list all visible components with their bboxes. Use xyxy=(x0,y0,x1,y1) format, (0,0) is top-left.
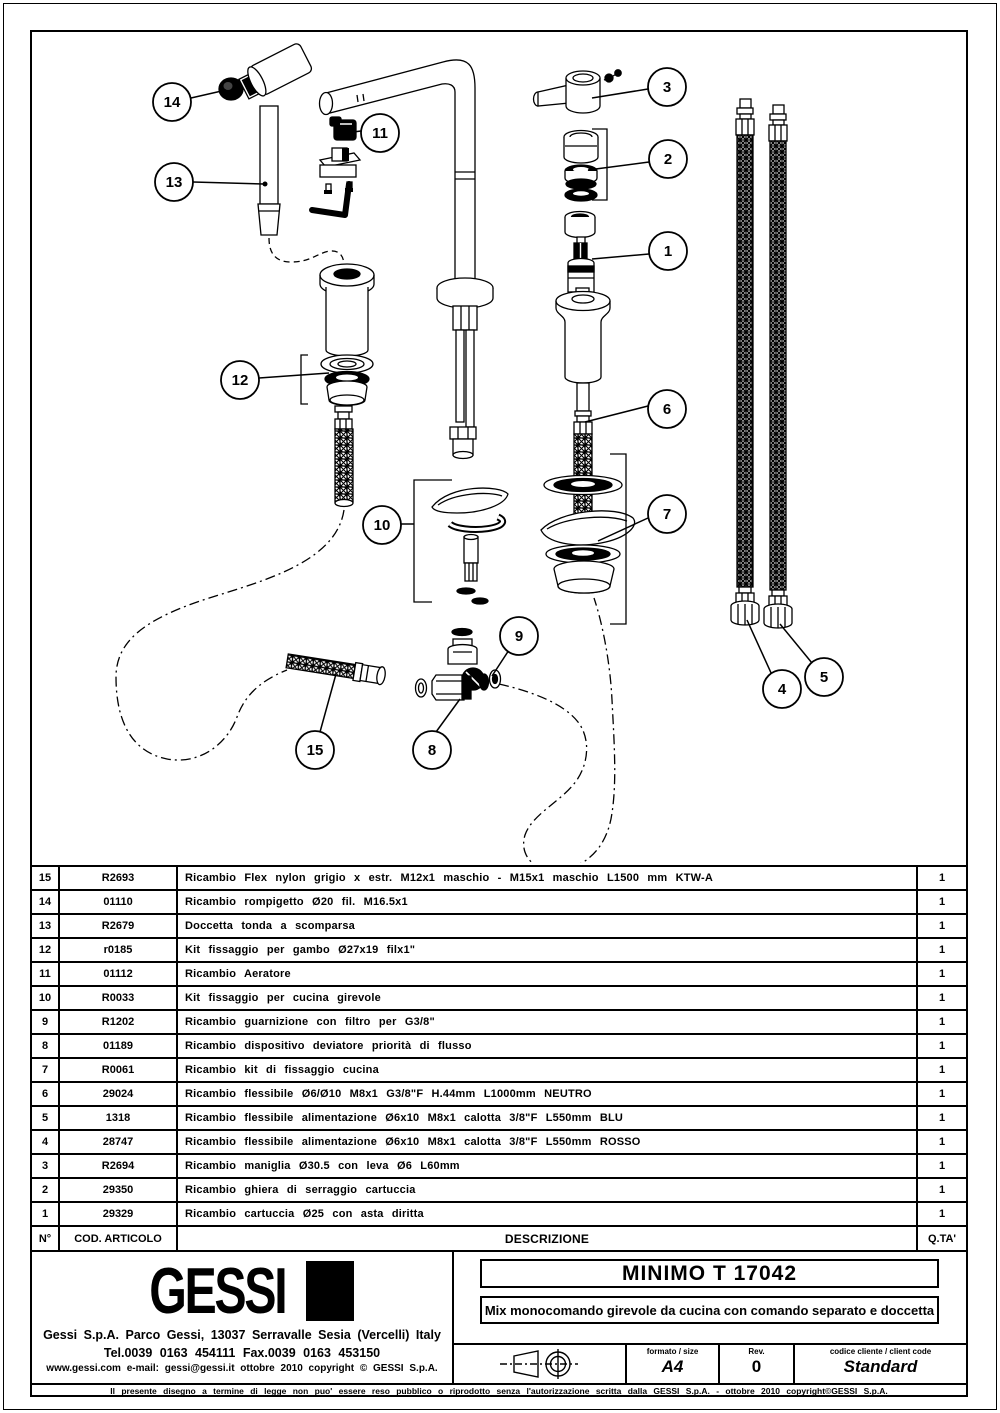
cell-num: 1 xyxy=(32,1203,60,1225)
drawing-meta-row xyxy=(454,1343,966,1383)
cell-desc: Kit fissaggio per cucina girevole xyxy=(178,987,918,1009)
company-address: Gessi S.p.A. Parco Gessi, 13037 Serravalle Sesia (Vercelli) Italy xyxy=(43,1328,441,1342)
formato-label: formato / size xyxy=(646,1347,699,1356)
cell-desc: Ricambio ghiera di serraggio cartuccia xyxy=(178,1179,918,1201)
cell-code: R2679 xyxy=(60,915,178,937)
callout-3 xyxy=(648,68,686,106)
table-row xyxy=(32,1059,966,1083)
legal-footer: Il presente disegno a termine di legge non puo' essere reso pubblico o riprodotto senza l'autorizzazione scritta dalla GESSI S.p.A. - ottobre 2010 copyright©GESSI S.p.A. xyxy=(32,1383,966,1397)
model-description: Mix monocomando girevole da cucina con comando separato e doccetta xyxy=(480,1296,939,1324)
company-block xyxy=(32,1250,452,1383)
cell-desc: Ricambio kit di fissaggio cucina xyxy=(178,1059,918,1081)
cell-code: 01110 xyxy=(60,891,178,913)
hose-path-left xyxy=(116,510,344,760)
exploded-diagram xyxy=(32,32,966,863)
svg-text:1: 1 xyxy=(663,243,673,260)
part-clamp xyxy=(320,148,360,194)
cell-code: R1202 xyxy=(60,1011,178,1033)
cell-code: R2694 xyxy=(60,1155,178,1177)
part-flex-hose xyxy=(286,652,387,685)
table-row xyxy=(32,1011,966,1035)
table-row xyxy=(32,1155,966,1179)
cell-desc: Ricambio Aeratore xyxy=(178,963,918,985)
cell-num: 12 xyxy=(32,939,60,961)
client-code-label: codice cliente / client code xyxy=(829,1347,932,1356)
cell-desc: Ricambio guarnizione con filtro per G3/8" xyxy=(178,1011,918,1033)
callout-7 xyxy=(648,495,686,533)
svg-text:7: 7 xyxy=(662,506,672,523)
cell-desc: Ricambio Flex nylon grigio x estr. M12x1 maschio - M15x1 maschio L1500 mm KTW-A xyxy=(178,867,918,889)
svg-text:5: 5 xyxy=(819,669,829,686)
svg-text:13: 13 xyxy=(165,174,183,191)
part-cartuccia xyxy=(565,212,595,297)
cell-qty: 1 xyxy=(938,1136,946,1148)
svg-text:3: 3 xyxy=(662,79,672,96)
svg-text:9: 9 xyxy=(514,628,524,645)
table-row xyxy=(32,1035,966,1059)
svg-text:2: 2 xyxy=(663,151,673,168)
cell-desc: Ricambio maniglia Ø30.5 con leva Ø6 L60mm xyxy=(178,1155,918,1177)
cell-qty: 1 xyxy=(938,1040,946,1052)
cell-qty: 1 xyxy=(938,920,946,932)
cell-qty: 1 xyxy=(938,1064,946,1076)
cell-desc: Kit fissaggio per gambo Ø27x19 filx1" xyxy=(178,939,918,961)
formato-cell xyxy=(627,1345,720,1383)
header-qty: Q.TA' xyxy=(927,1232,957,1245)
cell-code: 29329 xyxy=(60,1203,178,1225)
cell-qty: 1 xyxy=(938,968,946,980)
svg-text:4: 4 xyxy=(777,681,787,698)
table-row xyxy=(32,1131,966,1155)
parts-table-body xyxy=(32,867,966,1227)
table-row xyxy=(32,1107,966,1131)
cell-num: 3 xyxy=(32,1155,60,1177)
cell-qty: 1 xyxy=(938,896,946,908)
cell-qty: 1 xyxy=(938,1184,946,1196)
client-code-cell xyxy=(795,1345,966,1383)
cell-qty: 1 xyxy=(938,872,946,884)
cell-num: 4 xyxy=(32,1131,60,1153)
part-gambo xyxy=(320,264,374,356)
table-row xyxy=(32,891,966,915)
svg-text:8: 8 xyxy=(427,742,437,759)
cell-desc: Ricambio rompigetto Ø20 fil. M16.5x1 xyxy=(178,891,918,913)
client-code-value: Standard xyxy=(843,1357,918,1376)
callout-2 xyxy=(649,140,687,178)
part-doccetta xyxy=(219,42,344,266)
gessi-logo-text: GESSI xyxy=(148,1254,286,1328)
part-hose-rosso xyxy=(731,99,759,625)
table-row xyxy=(32,987,966,1011)
cell-desc: Ricambio dispositivo deviatore priorità di flusso xyxy=(178,1035,918,1057)
cell-num: 13 xyxy=(32,915,60,937)
company-phone: Tel.0039 0163 454111 Fax.0039 0163 453150 xyxy=(103,1346,381,1360)
company-web: www.gessi.com e-mail: gessi@gessi.it ottobre 2010 copyright © GESSI S.p.A. xyxy=(46,1363,438,1374)
cell-num: 10 xyxy=(32,987,60,1009)
cell-code: R0033 xyxy=(60,987,178,1009)
cell-num: 7 xyxy=(32,1059,60,1081)
parts-table xyxy=(32,865,966,1252)
cell-num: 2 xyxy=(32,1179,60,1201)
table-row xyxy=(32,963,966,987)
svg-text:12: 12 xyxy=(231,372,249,389)
cell-desc: Ricambio cartuccia Ø25 con asta diritta xyxy=(178,1203,918,1225)
cell-code: R0061 xyxy=(60,1059,178,1081)
callout-11 xyxy=(361,114,399,152)
cell-num: 5 xyxy=(32,1107,60,1129)
table-row xyxy=(32,1083,966,1107)
cell-qty: 1 xyxy=(938,1160,946,1172)
gessi-logo-square xyxy=(306,1261,354,1321)
cell-code: R2693 xyxy=(60,867,178,889)
callout-15 xyxy=(296,731,334,769)
cell-qty: 1 xyxy=(938,1112,946,1124)
cell-qty: 1 xyxy=(938,944,946,956)
header-desc: DESCRIZIONE xyxy=(178,1227,918,1250)
svg-text:10: 10 xyxy=(373,517,391,534)
cell-code: 29350 xyxy=(60,1179,178,1201)
svg-text:15: 15 xyxy=(306,742,324,759)
cell-code: 01189 xyxy=(60,1035,178,1057)
cell-num: 15 xyxy=(32,867,60,889)
callout-8 xyxy=(413,731,451,769)
table-row xyxy=(32,1203,966,1227)
cell-desc: Ricambio flessibile alimentazione Ø6x10 M8x1 calotta 3/8"F L550mm BLU xyxy=(178,1107,918,1129)
callout-6 xyxy=(648,390,686,428)
svg-text:14: 14 xyxy=(163,94,181,111)
part-maniglia xyxy=(534,70,622,113)
cell-qty: 1 xyxy=(938,1016,946,1028)
cell-code: 29024 xyxy=(60,1083,178,1105)
rev-label: Rev. xyxy=(748,1347,765,1356)
rev-value: 0 xyxy=(751,1357,762,1376)
parts-table-header xyxy=(32,1227,966,1252)
part-aerator xyxy=(330,117,356,140)
callout-1 xyxy=(649,232,687,270)
cell-num: 14 xyxy=(32,891,60,913)
cell-code: 01112 xyxy=(60,963,178,985)
part-kit-cucina-10 xyxy=(414,480,508,604)
callout-14 xyxy=(153,83,191,121)
cell-code: 28747 xyxy=(60,1131,178,1153)
cell-qty: 1 xyxy=(938,1088,946,1100)
cell-num: 6 xyxy=(32,1083,60,1105)
svg-text:11: 11 xyxy=(372,125,388,142)
callout-4 xyxy=(763,670,801,708)
formato-value: A4 xyxy=(661,1357,684,1376)
table-row xyxy=(32,867,966,891)
svg-text:6: 6 xyxy=(662,401,672,418)
part-body xyxy=(556,288,610,383)
cell-code: r0185 xyxy=(60,939,178,961)
cell-qty: 1 xyxy=(938,992,946,1004)
part-kit-cucina-7 xyxy=(541,454,635,624)
cell-desc: Doccetta tonda a scomparsa xyxy=(178,915,918,937)
cell-desc: Ricambio flessibile alimentazione Ø6x10 M8x1 calotta 3/8"F L550mm ROSSO xyxy=(178,1131,918,1153)
part-hose-blu xyxy=(764,105,792,628)
title-block xyxy=(32,1250,966,1383)
table-row xyxy=(32,1179,966,1203)
cell-num: 9 xyxy=(32,1011,60,1033)
drawing-info-block xyxy=(452,1250,966,1383)
callout-13 xyxy=(155,163,193,201)
part-deviatore xyxy=(416,629,485,701)
rev-cell xyxy=(720,1345,795,1383)
part-kit-gambo xyxy=(301,355,373,507)
cell-qty: 1 xyxy=(938,1208,946,1220)
projection-cell xyxy=(454,1345,627,1383)
projection-icon xyxy=(498,1348,582,1380)
callout-10 xyxy=(363,506,401,544)
part-ghiera xyxy=(564,129,607,201)
cell-desc: Ricambio flessibile Ø6/Ø10 M8x1 G3/8"F H.44mm L1000mm NEUTRO xyxy=(178,1083,918,1105)
cell-num: 11 xyxy=(32,963,60,985)
callout-9 xyxy=(500,617,538,655)
table-row xyxy=(32,915,966,939)
table-row xyxy=(32,939,966,963)
cell-num: 8 xyxy=(32,1035,60,1057)
header-code: COD. ARTICOLO xyxy=(60,1227,178,1250)
callout-5 xyxy=(805,658,843,696)
cell-code: 1318 xyxy=(60,1107,178,1129)
model-title: MINIMO T 17042 xyxy=(480,1259,939,1288)
header-num: N° xyxy=(32,1227,60,1250)
gessi-logo xyxy=(32,1256,452,1326)
callout-12 xyxy=(221,361,259,399)
